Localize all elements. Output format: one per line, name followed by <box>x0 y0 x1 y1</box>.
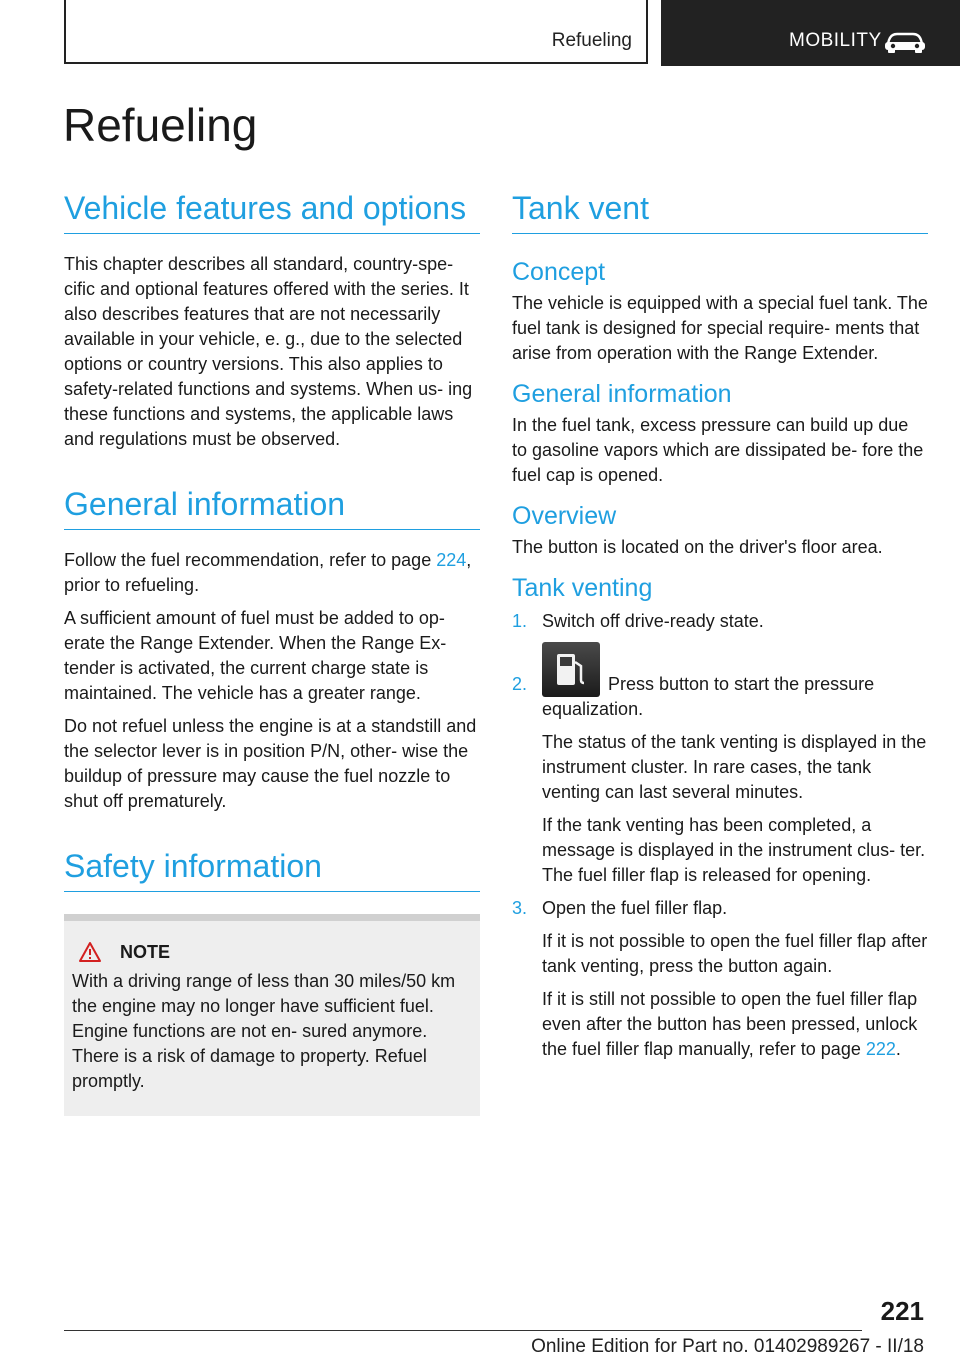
tank-vent-button[interactable] <box>542 642 600 697</box>
header-chapter-tab <box>661 0 960 66</box>
range-extender-text: A sufficient amount of fuel must be added to op‐ erate the Range Extender. When the Range Ex‐ tender is activated, the current charge state is maintained. The vehicle has a greater range. <box>64 608 447 703</box>
note-text: With a driving range of less than 30 miles/50 km the engine may no longer have sufficient fuel. Engine functions are not en‐ sured anymore. There is a risk of damage to property. Refuel promptly. <box>72 971 456 1091</box>
general-information-heading: General information <box>64 486 480 530</box>
page-link-224[interactable]: 224 <box>436 550 467 570</box>
header-section-label: Refueling <box>551 30 632 51</box>
page-link-222[interactable]: 222 <box>865 1039 896 1059</box>
step-item <box>512 609 928 634</box>
tank-venting-steps <box>512 609 928 1062</box>
step-text: Switch off drive-ready state. <box>542 611 764 631</box>
step-number: 3. <box>512 898 528 918</box>
header-section-tab <box>64 0 648 64</box>
footer-divider <box>64 1330 862 1331</box>
tank-vent-heading: Tank vent <box>512 190 928 234</box>
header-chapter-label: MOBILITY <box>789 30 882 51</box>
step-number: 2. <box>512 674 528 694</box>
left-column <box>64 190 480 1116</box>
vehicle-features-heading: Vehicle features and options <box>64 190 480 234</box>
tank-general-text: In the fuel tank, excess pressure can build up due to gasoline vapors which are dissipated be‐ fore the fuel cap is opened. <box>512 415 924 485</box>
overview-heading: Overview <box>512 502 617 530</box>
fuel-recommendation-text: Follow the fuel recommendation, refer to page 224, prior to refueling. <box>64 550 472 595</box>
fuel-pump-icon <box>555 652 587 688</box>
right-column <box>512 190 928 1062</box>
warning-triangle-icon <box>78 941 102 963</box>
note-box <box>64 914 480 1116</box>
tank-general-heading: General information <box>512 380 732 408</box>
step-detail: The status of the tank venting is displayed in the instrument cluster. In rare cases, the tank venting can last several minutes. <box>542 732 927 802</box>
step-detail: If it is still not possible to open the fuel filler flap even after the button has been pressed, unlock the fuel filler flap manually, refer to page 222. <box>542 989 918 1059</box>
note-label: NOTE <box>120 941 171 962</box>
vehicle-features-text: This chapter describes all standard, country-spe‐ cific and optional features offered with the series. It also describes features that are not necessarily available in your vehicle, e. g., due to the selected options or country versions. This also applies to safety-related functions and systems. When us‐ ing these functions and systems, the applicable laws and regulations must be observed. <box>64 254 473 449</box>
concept-text: The vehicle is equipped with a special fuel tank. The fuel tank is designed for special require‐ ments that arise from operation with the Range Extender. <box>512 293 928 363</box>
step-text: Open the fuel filler flap. <box>542 898 728 918</box>
step-number: 1. <box>512 611 528 631</box>
concept-heading: Concept <box>512 258 606 286</box>
overview-text: The button is located on the driver's floor area. <box>512 537 883 557</box>
step-text: Press button to start the pressure equalization. <box>542 642 928 722</box>
tank-venting-heading: Tank venting <box>512 574 653 602</box>
step-item <box>512 896 928 1062</box>
step-detail: If the tank venting has been completed, a message is displayed in the instrument clus‐ ter. The fuel filler flap is released for opening. <box>542 815 926 885</box>
page-title: Refueling <box>63 99 258 151</box>
page-number: 221 <box>880 1296 924 1326</box>
safety-information-heading: Safety information <box>64 848 480 892</box>
step-detail: If it is not possible to open the fuel filler flap after tank venting, press the button again. <box>542 931 928 976</box>
edition-text: Online Edition for Part no. 01402989267 - II/18 <box>531 1336 924 1357</box>
car-icon <box>883 30 927 54</box>
step-item <box>512 642 928 888</box>
refuel-standstill-text: Do not refuel unless the engine is at a standstill and the selector lever is in position P/N, other‐ wise the buildup of pressure may cause the fuel nozzle to shut off prematurely. <box>64 716 477 811</box>
